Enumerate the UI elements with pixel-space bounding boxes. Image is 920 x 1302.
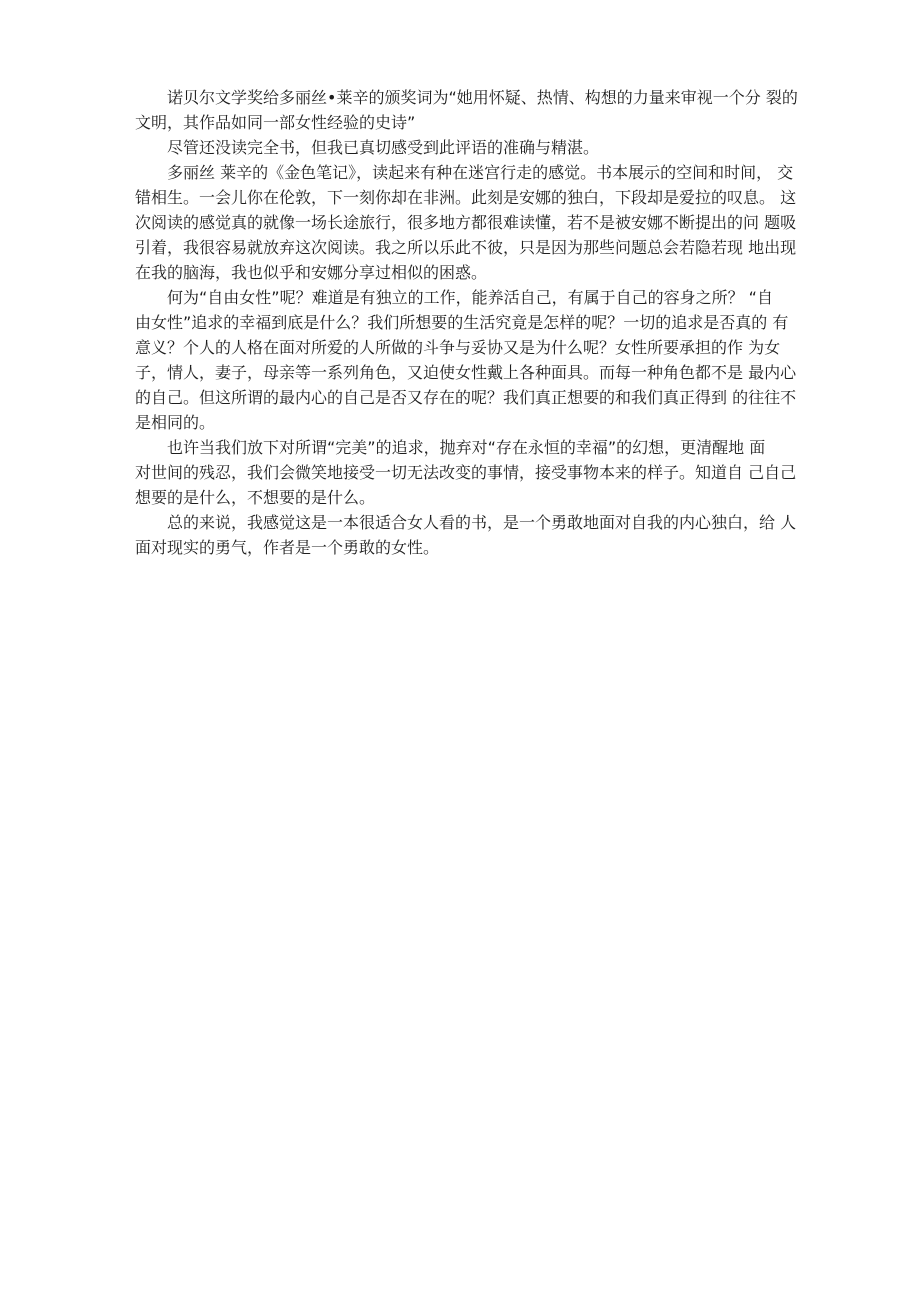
text-line: 次阅读的感觉真的就像一场长途旅行，很多地方都很难读懂，若不是被安娜不断提出的问 题吸 — [135, 213, 797, 232]
text-line: 引着，我很容易就放弃这次阅读。我之所以乐此不彼，只是因为那些问题总会若隐若现 地出现 — [135, 238, 797, 257]
text-line: 子，情人，妻子，母亲等一系列角色，又迫使女性戴上各种面具。而每一种角色都不是 最内心 — [135, 363, 797, 382]
text-line: 在我的脑海，我也似乎和安娜分享过相似的困惑。 — [135, 263, 488, 282]
text-line: 的自己。但这所谓的最内心的自己是否又存在的呢？我们真正想要的和我们真正得到 的往往不 — [135, 388, 797, 407]
text-line: 是相同的。 — [135, 413, 216, 432]
text-line: 错相生。一会儿你在伦敦，下一刻你却在非洲。此刻是安娜的独白，下段却是爱拉的叹息。 这 — [135, 188, 797, 207]
text-line: 面对现实的勇气，作者是一个勇敢的女性。 — [135, 538, 440, 557]
text-line: 也许当我们放下对所谓“完美”的追求，抛弃对“存在永恒的幸福”的幻想，更清醒地 面 — [167, 438, 766, 457]
text-line: 意义？个人的人格在面对所爱的人所做的斗争与妥协又是为什么呢？女性所要承担的作 为女 — [135, 338, 781, 357]
text-line: 想要的是什么，不想要的是什么。 — [135, 488, 376, 507]
text-line: 诺贝尔文学奖给多丽丝•莱辛的颁奖词为“她用怀疑、热情、构想的力量来审视一个分 裂的 — [167, 88, 798, 107]
text-line: 对世间的残忍，我们会微笑地接受一切无法改变的事情，接受事物本来的样子。知道自 己自己 — [135, 463, 797, 482]
text-line: 总的来说，我感觉这是一本很适合女人看的书，是一个勇敢地面对自我的内心独白，给 人 — [167, 513, 797, 532]
text-line: 尽管还没读完全书，但我已真切感受到此评语的准确与精湛。 — [167, 138, 600, 157]
text-line: 多丽丝 莱辛的《金色笔记》，读起来有种在迷宫行走的感觉。书本展示的空间和时间， 交 — [167, 163, 794, 182]
text-line: 由女性”追求的幸福到底是什么？我们所想要的生活究竟是怎样的呢？一切的追求是否真的 有 — [135, 313, 789, 332]
text-line: 文明，其作品如同一部女性经验的史诗” — [135, 113, 416, 132]
document-body — [135, 85, 815, 560]
text-line: 何为“自由女性”呢？难道是有独立的工作，能养活自己，有属于自己的容身之所？ “自 — [167, 288, 773, 307]
